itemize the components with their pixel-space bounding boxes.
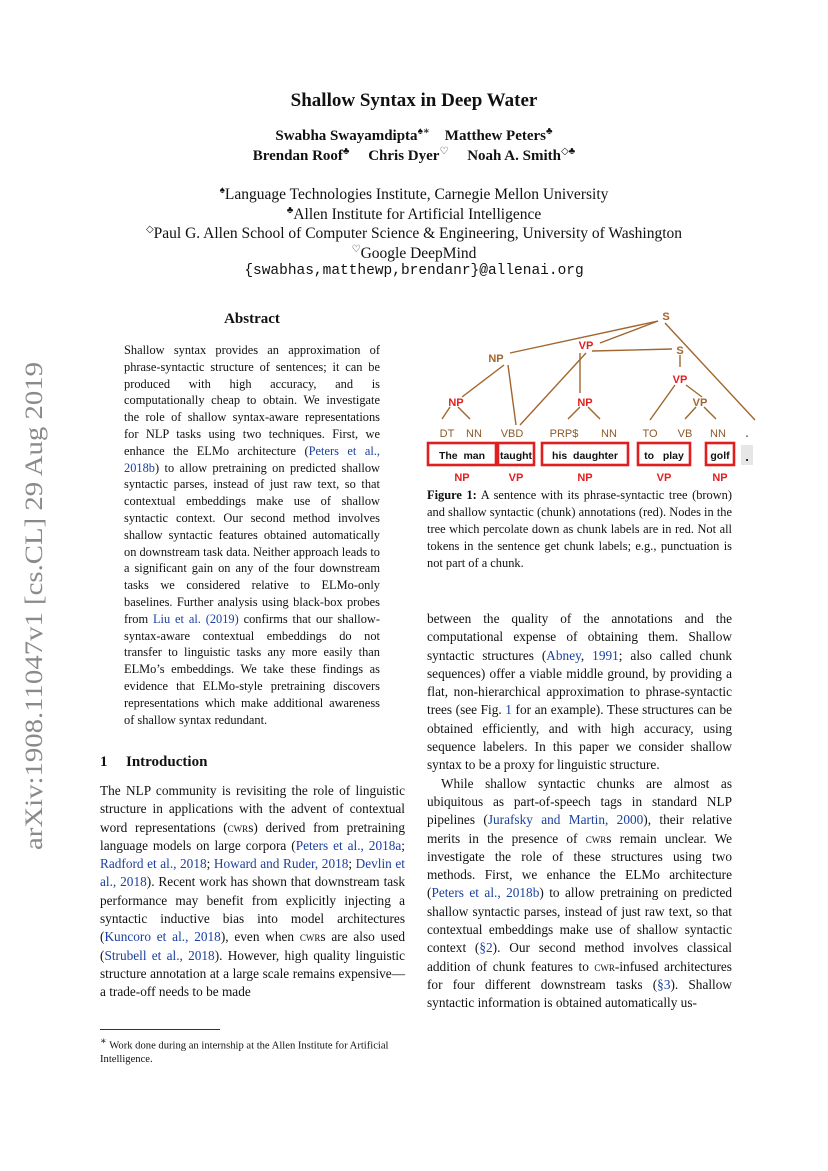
pos-tag: NN [710, 428, 726, 440]
citation-link[interactable]: 1991 [592, 647, 619, 663]
body-text: ). Our second method involves classical addition of chunk features to [427, 940, 732, 974]
figure-link[interactable]: 1 [505, 702, 512, 718]
acronym: cwr [299, 929, 321, 945]
affiliation-text: Paul G. Allen School of Computer Science & Engineering, University of Washington [153, 225, 683, 243]
author-marks: ♣ [342, 146, 350, 157]
body-text: s are also used ( [100, 929, 405, 963]
figure-caption [427, 487, 732, 572]
footnote-mark: ∗ [100, 1036, 107, 1047]
intro-paragraph [100, 782, 405, 1002]
tree-node: VP [672, 374, 688, 386]
author-name: Noah A. Smith [467, 148, 561, 164]
paper-title: Shallow Syntax in Deep Water [290, 90, 538, 111]
abstract-heading: Abstract [224, 311, 280, 327]
author-line-1 [0, 126, 828, 145]
affiliation [0, 185, 828, 204]
author-name: Chris Dyer [368, 148, 440, 164]
pos-tag: VB [677, 428, 693, 440]
body-text: ). Shallow syntactic information is obtained automatically us- [427, 976, 732, 1011]
acronym: cwr [594, 958, 615, 974]
affiliation-text: Language Technologies Institute, Carnegie Mellon University [224, 186, 609, 204]
tree-node: NP [488, 353, 504, 365]
body-text: ), their relative merits in the presence of [427, 812, 732, 846]
author-name: Brendan Roof [252, 148, 343, 164]
citation-link[interactable]: Peters et al., 2018b [124, 443, 380, 475]
pos-tag: NN [466, 428, 482, 440]
section-number: 1 [100, 754, 108, 770]
abstract-text: Shallow syntax provides an approximation of phrase-syntactic structure of sentences; it can be produced with high accuracy, and is computationally cheap to obtain. We investigate the role of shallow syntax-aware representations for NLP tasks using two techniques. First, we enhance the ELMo architecture ( [124, 343, 380, 458]
footnote-text: Work done during an internship at the Allen Institute for Artificial Intelligence. [100, 1040, 389, 1066]
body-text: , [580, 647, 593, 663]
tree-node: NP [577, 397, 593, 409]
arxiv-stamp-text: arXiv:1908.11047v1 [cs.CL] 29 Aug 2019 [21, 425, 48, 850]
punctuation-token [741, 445, 753, 465]
tree-node: S [662, 311, 670, 323]
body-text: between the quality of the annotations and the computational expense of obtaining them. Shallow syntactic structures ( [427, 611, 732, 663]
citation-link[interactable]: Peters et al., 2018b [431, 885, 540, 901]
author-email: {swabhas,matthewp,brendanr}@allenai.org [244, 263, 584, 279]
tree-node: VP [692, 397, 708, 409]
pos-tags [440, 428, 749, 440]
citation-link[interactable]: Peters et al., 2018a [295, 837, 402, 853]
chunk-label: NP [712, 472, 728, 484]
tree-node: S [676, 345, 684, 357]
author-line-2 [0, 146, 828, 165]
tree-edges [442, 321, 755, 425]
chunk-token: to play [644, 450, 684, 462]
acronym: cwr [585, 830, 607, 846]
section-title: Introduction [126, 754, 208, 770]
citation-link[interactable]: Abney [546, 647, 581, 663]
pos-tag: DT [439, 428, 455, 440]
body-text: While shallow syntactic chunks are almost as ubiquitous as part-of-speech tags in standard NLP pipelines ( [427, 775, 732, 828]
tree-node: NP [448, 397, 464, 409]
pos-tag: . [745, 428, 749, 440]
section-link[interactable]: §2 [479, 940, 493, 956]
body-text: s) derived from pretraining language models on large corpora ( [100, 819, 405, 853]
body-text: -infused architectures for four different downstream tasks ( [427, 958, 732, 992]
body-text: for an example). These structures can be obtained efficiently, and with high accuracy, using sequence labelers. In this paper we consider shallow syntax to be a proxy for linguistic structure. [427, 702, 733, 773]
abstract-text: ) to allow pretraining on predicted shallow syntactic parses, instead of just raw text, so that contextual embeddings make use of shallow syntactic context. Our second method involves shallow syntactic features obtained automatically on downstream task data. Neither approach leads to a significant gain on any of the four downstream tasks we considered relative to ELMo-only baselines. Further analysis using black-box probes from [124, 460, 380, 626]
tree-node: VP [578, 340, 594, 352]
chunk-token: taught [499, 450, 533, 462]
author-marks: ♡ [439, 146, 449, 157]
author-marks: ♣ [546, 126, 553, 137]
section-link[interactable]: §3 [657, 976, 671, 992]
body-text: s remain unclear. We investigate the role of these structures using two methods. First, we enhance the ELMo architecture ( [427, 830, 732, 901]
chunk-label: VP [508, 472, 524, 484]
body-text: The NLP community is revisiting the role of linguistic structure in applications with the advent of contextual word representations ( [100, 783, 405, 835]
acronym: cwr [227, 819, 249, 835]
chunk-label: NP [454, 472, 470, 484]
footnote-rule [100, 1029, 220, 1030]
footnote [100, 1035, 405, 1067]
author-name: Swabha Swayamdipta [275, 128, 418, 144]
caption-text: A sentence with its phrase-syntactic tree (brown) and shallow syntactic (chunk) annotations (red). Nodes in the tree which percolate down as chunk labels are in red. Not all tokens in the sentence get chunk labels; e.g., punctuation is not part of a chunk. [427, 488, 733, 570]
citation-link[interactable]: Kuncoro et al., 2018 [104, 929, 221, 945]
chunk-token: The man [438, 450, 486, 462]
body-text: ; [348, 856, 356, 872]
citation-link[interactable]: Howard and Ruder, 2018 [213, 856, 349, 872]
arxiv-stamp [14, 360, 50, 850]
section-heading [100, 754, 207, 771]
citation-link[interactable]: Strubell et al., 2018 [104, 947, 215, 963]
affiliation [0, 244, 828, 263]
affiliation [0, 224, 828, 243]
body-text: ), even when [220, 929, 300, 945]
affiliation-mark: ♠ [219, 185, 225, 196]
citation-link[interactable]: Liu et al. (2019) [152, 611, 239, 626]
chunk-label: VP [656, 472, 672, 484]
body-text: ; [206, 856, 214, 872]
author-marks: ♠∗ [417, 126, 430, 137]
affiliation-mark: ♣ [286, 205, 294, 216]
affiliation [0, 205, 828, 224]
body-text: ). Recent work has shown that downstream task performance may benefit from explicitly injecting a syntactic inductive bias into model architectures ( [100, 874, 405, 945]
chunk-boxes [428, 443, 734, 465]
citation-link[interactable]: Jurafsky and Martin, 2000 [487, 812, 644, 828]
paragraph [427, 775, 732, 1013]
author-marks: ◇♣ [560, 146, 576, 157]
pos-tag: NN [601, 428, 617, 440]
body-text: ; also called chunk sequences) offer a viable middle ground, by providing a flat, non-hierarchical approximation to phrase-syntactic trees (see Fig. [427, 647, 732, 718]
affiliation-mark: ◇ [145, 224, 154, 235]
punct-token: . [745, 449, 749, 464]
abstract-body [124, 342, 380, 728]
citation-link[interactable]: Devlin et al., 2018 [100, 856, 405, 890]
right-column-text [427, 610, 732, 1013]
affiliation-text: Allen Institute for Artificial Intelligence [293, 206, 542, 224]
affiliation-text: Google DeepMind [360, 245, 477, 263]
pos-tag: VBD [500, 428, 524, 440]
pos-tag: TO [642, 428, 658, 440]
author-name: Matthew Peters [444, 128, 546, 144]
chunk-token: his daughter [552, 450, 618, 462]
body-text: ; [401, 837, 405, 853]
chunk-label: NP [577, 472, 593, 484]
paragraph [427, 610, 732, 775]
chunk-labels [454, 472, 727, 484]
caption-label: Figure 1: [427, 488, 477, 502]
pos-tag: PRP$ [549, 428, 579, 440]
chunk-token: golf [710, 450, 730, 462]
affiliation-mark: ♡ [351, 244, 361, 255]
figure-1 [420, 305, 765, 490]
abstract-text: confirms that our shallow-syntax-aware contextual embeddings do not transfer to linguistic tasks any more easily than ELMo’s embeddings. We take these findings as evidence that ELMo-style pretraining discovers representations which make additional awareness of shallow syntax redundant. [124, 611, 380, 727]
citation-link[interactable]: Radford et al., 2018 [100, 856, 207, 872]
body-text: ) to allow pretraining on predicted shallow syntactic parses, instead of just raw text, so that contextual embeddings make use of shallow syntactic context ( [427, 885, 732, 956]
body-text: ). However, high quality linguistic structure annotation at a large scale remains expensive—a trade-off needs to be made [100, 947, 406, 1000]
